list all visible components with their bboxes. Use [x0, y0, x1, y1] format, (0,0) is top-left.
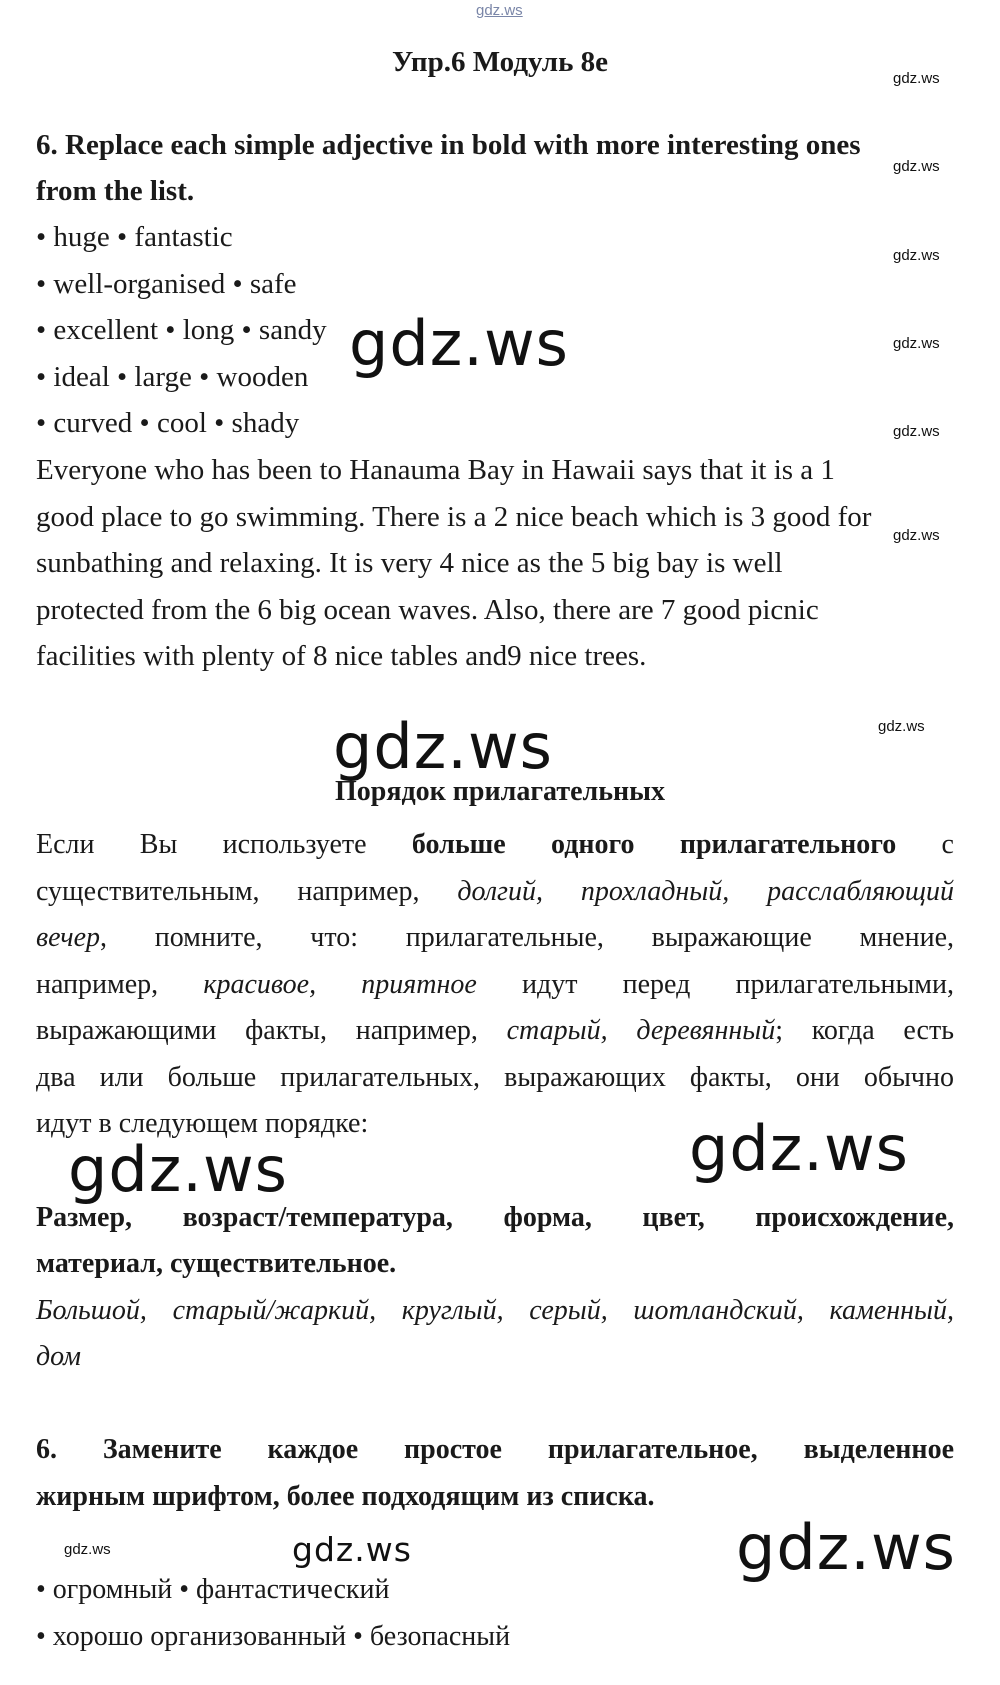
watermark-small: gdz.ws [893, 158, 940, 175]
theory-text: , помните, что: прилагательные, выражающие мнение, [100, 922, 954, 953]
theory-italic-text: старый, деревянный [506, 1015, 776, 1046]
theory-line-4 [36, 961, 954, 1008]
example-line-2: дом [36, 1341, 81, 1372]
instruction-ru-line-2: жирным шрифтом, более подходящим из списка. [36, 1481, 655, 1512]
list-item: • ideal • large • wooden [36, 361, 309, 393]
theory-line-2 [36, 868, 954, 915]
theory-text: ; когда есть [775, 1015, 954, 1046]
theory-text: идут перед прилагательными, [476, 969, 954, 1000]
text-line: facilities with plenty of 8 nice tables and9 nice trees. [36, 640, 647, 672]
list-item: • huge • fantastic [36, 221, 233, 253]
text-line: sunbathing and relaxing. It is very 4 nice as the 5 big bay is well [36, 547, 783, 579]
watermark-big: gdz.ws [68, 1133, 288, 1206]
watermark-small: gdz.ws [64, 1541, 111, 1558]
theory-italic-text: красивое, приятное [203, 969, 477, 1000]
text-line: good place to go swimming. There is a 2 nice beach which is 3 good for [36, 501, 872, 533]
theory-line-5 [36, 1007, 954, 1054]
list-item: • excellent • long • sandy [36, 314, 327, 346]
watermark-big: gdz.ws [689, 1112, 909, 1185]
page-title: Упр.6 Модуль 8е [391, 46, 609, 78]
theory-text: например, [36, 969, 204, 1000]
watermark-small: gdz.ws [893, 335, 940, 352]
watermark-small: gdz.ws [893, 247, 940, 264]
watermark-big: gdz.ws [736, 1511, 956, 1584]
list-item: • well-organised • safe [36, 268, 297, 300]
list-item: • curved • cool • shady [36, 407, 300, 439]
theory-line-6: два или больше прилагательных, выражающих факты, они обычно [36, 1062, 954, 1093]
theory-italic-text: долгий, прохладный, расслабляющий [457, 876, 954, 907]
watermark-medium: gdz.ws [292, 1530, 412, 1569]
theory-line-7: идут в следующем порядке: [36, 1108, 369, 1139]
theory-text: с [896, 829, 954, 860]
theory-line-3 [36, 914, 954, 961]
instruction-ru-line-1: 6. Замените каждое простое прилагательное, выделенное [36, 1434, 954, 1465]
top-watermark: gdz.ws [476, 2, 523, 19]
instruction-en-line-2: from the list. [36, 175, 195, 207]
example-line-1: Большой, старый/жаркий, круглый, серый, шотландский, каменный, [36, 1295, 954, 1326]
order-line-2: материал, существительное. [36, 1248, 397, 1279]
instruction-en-line-1: 6. Replace each simple adjective in bold with more interesting ones [36, 129, 861, 161]
list-item: • хорошо организованный • безопасный [36, 1621, 511, 1652]
watermark-small: gdz.ws [893, 70, 940, 87]
order-line-1: Размер, возраст/температура, форма, цвет, происхождение, [36, 1202, 954, 1233]
theory-line-1 [36, 821, 954, 868]
theory-text: Если Вы используете [36, 829, 412, 860]
list-item: • огромный • фантастический [36, 1574, 390, 1605]
theory-bold-text: больше одного прилагательного [411, 829, 897, 860]
text-line: protected from the 6 big ocean waves. Also, there are 7 good picnic [36, 594, 819, 626]
theory-text: выражающими факты, например, [36, 1015, 507, 1046]
text-line: Everyone who has been to Hanauma Bay in Hawaii says that it is a 1 [36, 454, 835, 486]
watermark-big: gdz.ws [333, 710, 553, 783]
watermark-small: gdz.ws [893, 423, 940, 440]
section-heading: Порядок прилагательных [334, 776, 666, 807]
watermark-big: gdz.ws [349, 307, 569, 380]
theory-text: существительным, например, [36, 876, 458, 907]
watermark-small: gdz.ws [878, 718, 925, 735]
theory-italic-text: вечер [36, 922, 100, 953]
watermark-small: gdz.ws [893, 527, 940, 544]
